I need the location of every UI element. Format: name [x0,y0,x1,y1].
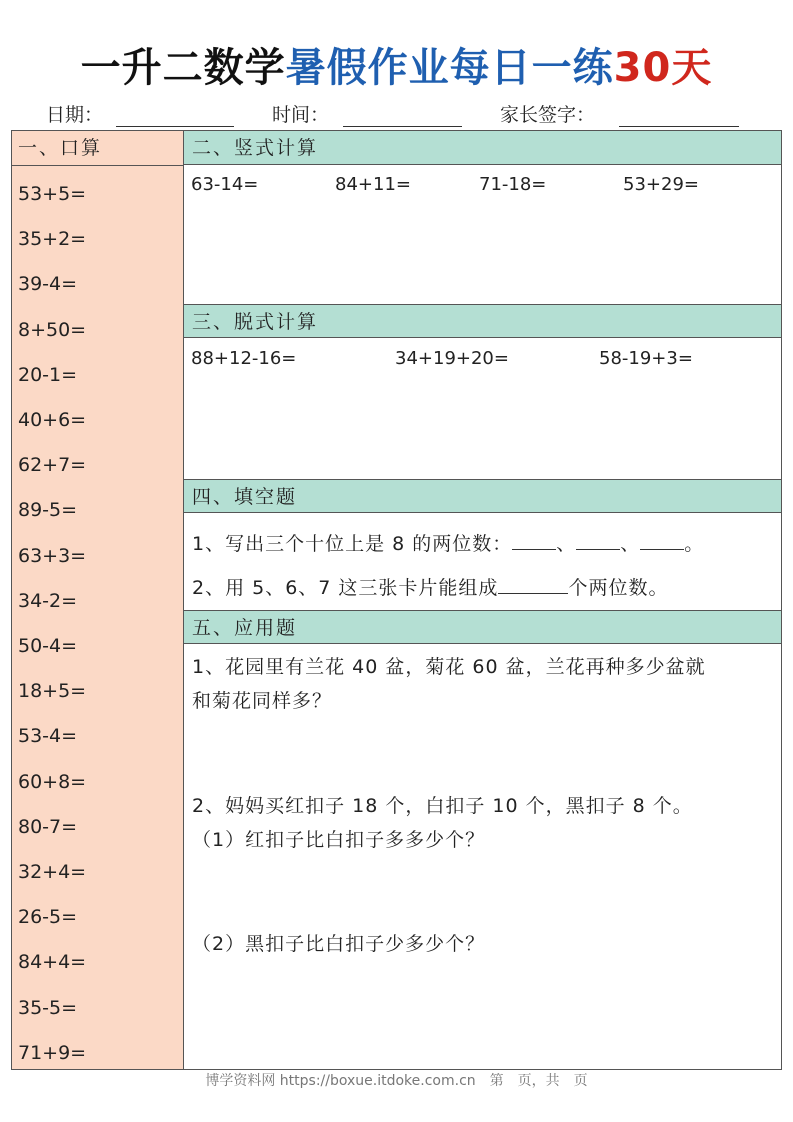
fill-blank-heading: 四、填空题 [184,479,781,513]
fill-q2-text: 2、用 5、6、7 这三张卡片能组成 [192,577,499,599]
title-part-grade: 一升二数学 [80,45,286,91]
vertical-calc-heading: 二、竖式计算 [184,131,781,165]
title-part-days: 30天 [613,45,713,91]
fill-q1-sep: 、 [620,533,641,555]
oral-item: 80-7= [18,815,78,838]
oral-heading: 一、口算 [12,131,183,166]
time-blank[interactable] [343,126,462,127]
oral-item: 63+3= [18,544,87,567]
fill-q1-blank-1[interactable] [512,531,556,550]
parent-signature-blank[interactable] [619,126,739,127]
vertical-item: 53+29= [623,174,699,195]
offstyle-calc-heading: 三、脱式计算 [184,304,781,338]
fill-q2-end: 个两位数。 [568,577,669,599]
time-label: 时间： [272,104,330,126]
apply-q1-line1: 1、花园里有兰花 40 盆，菊花 60 盆，兰花再种多少盆就 [192,656,706,678]
oral-item: 53-4= [18,725,78,748]
application-heading: 五、应用题 [184,610,781,644]
oral-item: 26-5= [18,906,78,929]
oral-item: 84+4= [18,951,87,974]
vertical-item: 71-18= [479,174,547,195]
fill-q1-sep: 、 [556,533,577,555]
vertical-item: 63-14= [191,174,259,195]
fill-question-1 [192,529,704,559]
oral-item: 20-1= [18,363,78,386]
apply-q2-line1: 2、妈妈买红扣子 18 个，白扣子 10 个，黑扣子 8 个。 [192,795,693,817]
worksheet [11,130,782,1070]
oral-item: 8+50= [18,318,87,341]
title-part-practice: 暑假作业每日一练 [285,45,614,91]
apply-q2-sub2: （2）黑扣子比白扣子少多少个？ [192,933,486,955]
info-row [0,102,793,128]
oral-item: 62+7= [18,454,87,477]
oral-column [12,131,184,1069]
page-title [0,40,793,96]
apply-q1-line2: 和菊花同样多？ [192,690,333,712]
fill-q1-blank-2[interactable] [576,531,620,550]
oral-item: 60+8= [18,770,87,793]
fill-q2-blank[interactable] [498,575,568,594]
oral-item: 53+5= [18,183,87,205]
fill-question-2 [192,573,668,603]
oral-item: 18+5= [18,680,87,703]
vertical-item: 84+11= [335,174,411,195]
offstyle-item: 88+12-16= [191,348,297,369]
oral-item: 50-4= [18,635,78,657]
date-label: 日期： [46,104,104,126]
offstyle-item: 34+19+20= [395,348,509,369]
oral-item: 39-4= [18,273,78,296]
offstyle-item: 58-19+3= [599,348,693,369]
oral-item: 34-2= [18,589,78,612]
footer-watermark: 博学资料网 https://boxue.itdoke.com.cn 第 页，共 页 [205,1073,588,1089]
oral-item: 32+4= [18,861,87,883]
oral-item: 35-5= [18,996,78,1019]
fill-q1-text: 1、写出三个十位上是 8 的两位数： [192,533,513,555]
fill-q1-end: 。 [684,533,705,555]
parent-signature-label: 家长签字： [500,104,596,126]
apply-q2-sub1: （1）红扣子比白扣子多多少个？ [192,829,486,851]
oral-item: 35+2= [18,228,87,251]
date-blank[interactable] [116,126,234,127]
oral-item: 40+6= [18,409,87,431]
oral-item: 71+9= [18,1041,87,1064]
oral-item: 89-5= [18,499,78,522]
fill-q1-blank-3[interactable] [640,531,684,550]
